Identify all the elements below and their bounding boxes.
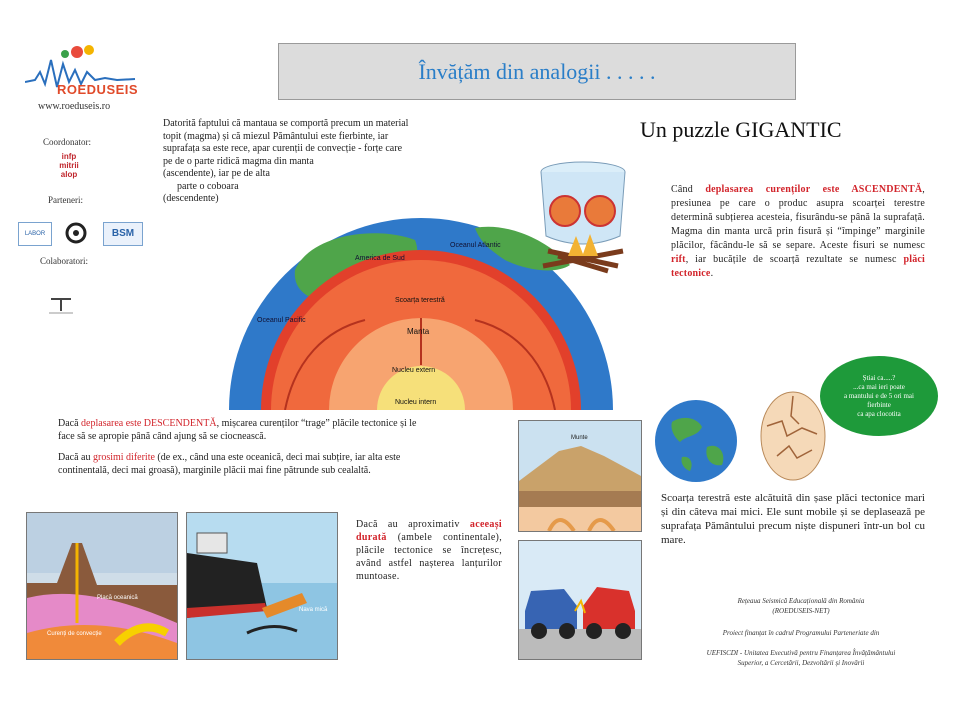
partner-logo-3-text: BSM (111, 228, 135, 239)
partner-logo-1-text: LABOR (24, 231, 46, 237)
descending-text-3: face să se apropie până când ajung să se ciocnească. (58, 430, 267, 442)
ship-drawing (187, 513, 337, 659)
coordinator-label: Coordonator: (43, 137, 91, 147)
bubble-line-4: fierbinte (867, 400, 891, 409)
footer-line-1: Rețeaua Seismică Educațională din România (737, 597, 865, 605)
ascending-red-plates: plăci tectonice (671, 254, 926, 279)
footer (672, 596, 930, 668)
descending-text-6: continentală, deci mai groasă), marginile plăcii mai fine pătrunde sub cealaltă. (58, 464, 371, 476)
descending-text-2: , mișcarea curenților “trage” plăcile tectonice și le (216, 418, 417, 429)
cracked-egg-illustration (757, 386, 829, 484)
coordinator-logo-text: infp mitrii alop (59, 152, 79, 179)
label-pacific: Oceanul Pacific (257, 317, 306, 324)
descending-text-5: (de ex., când una este oceanică, deci mai subțire, iar alta este (157, 452, 401, 463)
partners-label: Parteneri: (48, 195, 83, 205)
ascending-text-3: , iar bucățile de scoarță rezultate se numesc (685, 254, 897, 265)
subduction-drawing (27, 513, 177, 659)
equal-text-1: Dacă au aproximativ (356, 519, 460, 530)
intro-line-1: Datorită faptului că mantaua se comportă precum un material (163, 118, 409, 129)
descending-para-1 (58, 418, 508, 431)
intro-line-4: pe de o parte ridică magma din manta (163, 155, 314, 167)
intro-line-2: topit (magma) și că miezul Pământului este fierbinte, iar (163, 130, 389, 142)
bubble-line-5: ca apa clocotita (857, 409, 901, 418)
ship-collision-illustration (186, 512, 338, 660)
label-america: America de Sud (355, 255, 405, 262)
mountain-illustration (518, 420, 642, 532)
collaborators-label: Colaboratori: (40, 256, 88, 266)
equal-thickness-text (356, 518, 502, 583)
collaborator-logo-icon (45, 295, 77, 315)
equal-red-1: aceeași durată (356, 519, 502, 543)
partner-logo-2 (65, 222, 87, 244)
label-outer-core: Nucleu extern (392, 367, 436, 374)
logo-text: ROEDUSEIS (57, 82, 139, 97)
label-atlantic: Oceanul Atlantic (450, 242, 501, 249)
ascending-text-1: Când (671, 184, 693, 195)
bubble-line-1: Știai ca.....? (862, 373, 896, 382)
footer-line-5: Superior, a Cercetării, Dezvoltării și Inovării (737, 659, 865, 667)
partner-logo-1 (18, 222, 52, 246)
did-you-know-bubble (820, 356, 938, 436)
intro-text (163, 118, 503, 206)
banner-title: Învățăm din analogii . . . . . (278, 43, 796, 100)
subduction-illustration (26, 512, 178, 660)
ascending-red-1: deplasarea curenților este ASCENDENTĂ (705, 184, 923, 195)
label-inner-core: Nucleu intern (395, 399, 437, 406)
footer-line-3: Proiect finanțat în cadrul Programului Parteneriate din (722, 629, 880, 637)
page-title: Un puzzle GIGANTIC (640, 117, 842, 142)
roeduseis-logo (25, 42, 145, 100)
globe-illustration (652, 397, 740, 485)
descending-text-4: Dacă au (58, 452, 91, 463)
bubble-line-2: ...ca mai ieri poate (853, 382, 905, 391)
footer-line-4: UEFISCDI - Unitatea Executivă pentru Finanțarea Învățământului (706, 649, 896, 657)
mountain-label: Munte (571, 435, 588, 441)
descending-red-2: grosimi diferite (92, 452, 155, 463)
label-crust: Scoarța terestră (395, 297, 445, 304)
brand-url[interactable]: www.roeduseis.ro (38, 101, 111, 112)
intro-line-3: suprafața sa este rece, apar curenții de convecție - forțe care (163, 143, 403, 154)
collaborator-logo (45, 295, 77, 315)
ship-label: Nava mică (299, 607, 328, 613)
coordinator-logo (52, 152, 86, 186)
descending-text-1: Dacă (58, 418, 79, 429)
ascending-text (671, 183, 925, 281)
bubble-line-3: a mantului e de 5 ori mai (844, 391, 914, 400)
intro-line-5: (ascendente), iar pe de alta (163, 168, 270, 179)
ascending-text-2: , presiunea pe care o produc asupra scoarței terestre determină subțierea acesteia, fisurându-se până la suprafață. Magma din manta urcă prin fisură și “împinge” marginile plăcilor, făcându-le să se separe. Aceste fisuri se numesc (671, 184, 925, 251)
equal-text-2: (ambele continentale), plăcile tectonice se încrețesc, având astfel nașterea lanțurilor muntoase. (356, 532, 502, 582)
descending-text (58, 418, 508, 477)
label-mantle: Manta (407, 327, 430, 336)
partner-ring-icon (65, 222, 87, 244)
volcano-label-1: Placă oceanică (97, 595, 138, 601)
crust-text: Scoarța terestră este alcătuită din șase plăci tectonice mari și din câteva mai mici. Ele sunt mobile și se deplasează pe suprafața Pământului precum niște dispuneri într-un bol cu mare. (661, 492, 925, 546)
partner-logo-3 (103, 222, 143, 246)
car-collision-illustration (518, 540, 642, 660)
footer-line-2: (ROEDUSEIS-NET) (772, 607, 830, 615)
descending-red-1: deplasarea este DESCENDENTĂ (81, 418, 217, 429)
descending-para-2 (58, 452, 508, 465)
intro-line-7: (descendente) (163, 193, 219, 204)
volcano-label-2: Curenți de convecție (47, 631, 102, 637)
ascending-red-rift: rift (671, 254, 686, 265)
intro-line-6: parte o coboara (177, 180, 239, 192)
boiling-pot-illustration (528, 156, 640, 278)
ascending-text-end: . (710, 268, 714, 279)
car-drawing (519, 541, 641, 659)
